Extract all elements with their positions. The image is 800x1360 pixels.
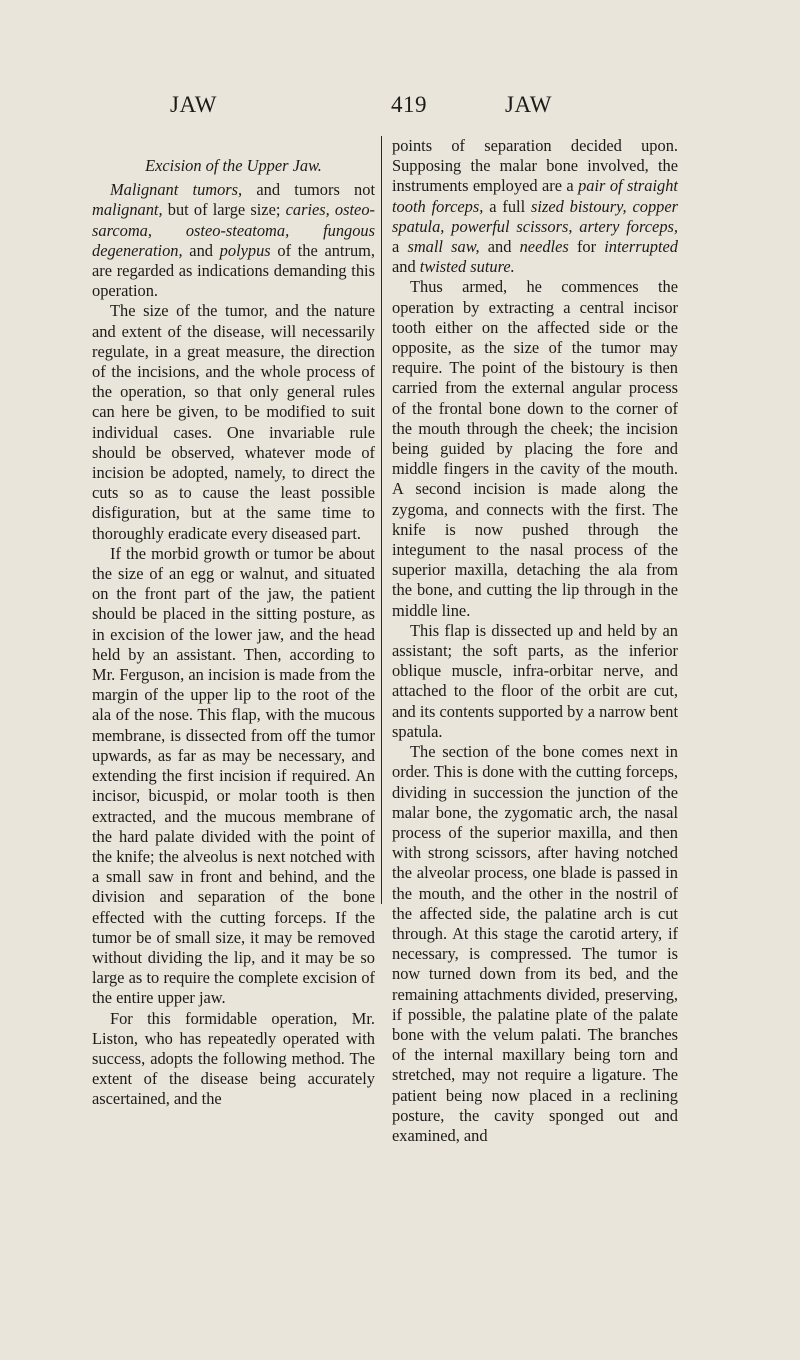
left-paragraph-2: The size of the tumor, and the nature and extent of the disease, will necessarily regulate, in a great measure, the direction of the incisions, and the whole process of the operation, so that only general rules can here be given, to be modified to suit individual cases. One invariable rule should be observed, whatever mode of incision be adopted, namely, to direct the cuts so as to cause the least possible disfiguration, but at the same time to thoroughly eradicate every diseased part. — [92, 301, 375, 543]
text-run: but of large size; — [162, 200, 286, 220]
text-run: and — [392, 257, 420, 277]
header-right-word: JAW — [505, 92, 552, 117]
right-paragraph-1 — [392, 136, 678, 277]
text-run: points of separation decided upon. Supposing the malar bone involved, the instruments employed are a — [392, 136, 678, 196]
right-paragraph-4: The section of the bone comes next in order. This is done with the cutting forceps, dividing in succession the junction of the malar bone, the zygomatic arch, the nasal process of the superior maxilla, and then with strong scissors, after having notched the alveolar process, one blade is passed in the mouth, and the other in the nostril of the affected side, the palatine arch is cut through. At this stage the carotid artery, if necessary, is compressed. The tumor is now turned down from its bed, and the remaining attachments divided, preserving, if possible, the palatine plate of the palate bone with the velum palati. The branches of the internal maxillary being torn and stretched, may not require a ligature. The patient being now placed in a reclining posture, the cavity sponged out and examined, and — [392, 742, 678, 1145]
left-paragraph-3: If the morbid growth or tumor be about the size of an egg or walnut, and situated on the front part of the jaw, the patient should be placed in the sitting posture, as in excision of the lower jaw, and the head held by an assistant. Then, according to Mr. Ferguson, an incision is made from the margin of the upper lip to the root of the ala of the nose. This flap, with the mucous membrane, is dissected from off the tumor upwards, as far as may be necessary, and extending the first incision if required. An incisor, bicuspid, or molar tooth is then extracted, and the mucous membrane of the hard palate divided with the point of the knife; the alveolus is next notched with a small saw in front and behind, and the division and separation of the bone effected with the cutting forceps. If the tumor be of small size, it may be removed without dividing the lip, and it may be so large as to require the complete excision of the entire upper jaw. — [92, 543, 375, 1008]
italic-text-run: small saw, — [407, 237, 480, 257]
italic-text-run: interrupted — [604, 237, 678, 257]
right-column — [392, 136, 678, 1146]
left-paragraph-4: For this formidable operation, Mr. Liston, who has repeatedly operated with success, adopts the following method. The extent of the disease being accurately ascertained, and the — [92, 1008, 375, 1109]
text-run: a full — [483, 196, 532, 216]
right-paragraph-3: This flap is dissected up and held by an assistant; the soft parts, as the inferior oblique muscle, infra-orbitar nerve, and attached to the floor of the orbit are cut, and its contents supported by a narrow bent spatula. — [392, 620, 678, 741]
italic-text-run: caries, osteo-sarcoma, osteo-steatoma, fungous degeneration, — [92, 200, 375, 260]
text-run: for — [568, 237, 605, 257]
left-paragraph-1 — [92, 180, 375, 301]
italic-text-run: sized bistoury, copper spatula, powerful scissors, artery forceps, — [392, 196, 678, 236]
section-title: Excision of the Upper Jaw. — [145, 156, 322, 175]
right-paragraph-2: Thus armed, he commences the operation by extracting a central incisor tooth either on the affected side or the opposite, as the size of the tumor may require. The point of the bistoury is then carried from the external angular process of the frontal bone down to the corner of the mouth through the cheek; the incision being guided by placing the fore and middle fingers in the cavity of the mouth. A second incision is made along the zygoma, and connects with the first. The knife is now pushed through the integument to the nasal process of the superior maxilla, detaching the ala from the bone, and cutting the lip through in the middle line. — [392, 277, 678, 620]
italic-text-run: Malignant tumors, — [110, 180, 243, 200]
text-run: and — [182, 240, 220, 260]
italic-text-run: polypus — [219, 240, 271, 260]
left-column — [92, 136, 375, 1110]
italic-text-run: malignant, — [92, 200, 163, 220]
header-left-word: JAW — [170, 92, 217, 117]
italic-text-run: pair of straight tooth forceps, — [392, 176, 678, 216]
italic-text-run: needles — [519, 237, 569, 257]
text-run: a — [392, 237, 408, 257]
column-divider — [381, 136, 382, 904]
running-header — [0, 92, 800, 126]
text-run: of the antrum, are regarded as indications demanding this operation. — [92, 240, 375, 301]
italic-text-run: twisted suture. — [419, 257, 515, 277]
page-number: 419 — [391, 92, 427, 117]
text-run: and tumors not — [242, 180, 376, 200]
text-run: and — [479, 237, 520, 257]
